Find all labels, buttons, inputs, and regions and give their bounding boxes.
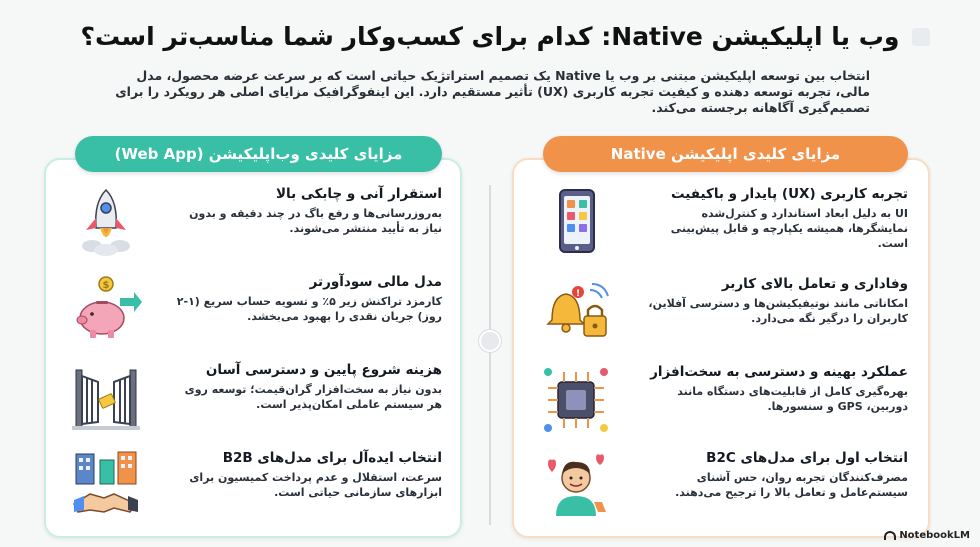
native-item-body: UI به دلیل ابعاد استاندارد و کنترل‌شده نمایشگرها، همیشه یکپارچه و قابل پیش‌بینی است. bbox=[670, 207, 908, 250]
handshake-icon bbox=[70, 450, 142, 522]
web-item-cost bbox=[70, 362, 442, 444]
web-item-b2b bbox=[70, 450, 442, 532]
native-item-title: وفاداری و تعامل بالای کاربر bbox=[721, 276, 908, 292]
native-item-body: بهره‌گیری کامل از قابلیت‌های دستگاه مانند دوربین، GPS و سنسورها. bbox=[677, 385, 908, 413]
native-item-title: انتخاب اول برای مدل‌های B2C bbox=[706, 450, 908, 466]
native-item-body: امکاناتی مانند نوتیفیکیشن‌ها و دسترسی آفلاین، کاربران را درگیر نگه می‌دارد. bbox=[648, 297, 908, 325]
intro-paragraph: انتخاب بین توسعه اپلیکیشن مبتنی بر وب یا Native یک تصمیم استراتژیک حیاتی است که بر سرعت عرضه محصول، مدل مالی، تجربه توسعه دهنده و کیفیت تجربه کاربری (UX) تأثیر مستقیم دارد. این اینفوگرافیک مزایای اصلی هر رویکرد را برای تصمیم‌گیری آگاهانه برجسته می‌کند. bbox=[115, 68, 870, 115]
logo-text: NotebookLM bbox=[899, 530, 970, 541]
web-item-body: بدون نیاز به سخت‌افزار گران‌قیمت؛ توسعه روی هر سیستم عاملی امکان‌پذیر است. bbox=[184, 383, 442, 411]
web-item-title: هزینه شروع پایین و دسترسی آسان bbox=[205, 362, 442, 378]
web-item-deploy bbox=[70, 186, 442, 268]
chip-icon bbox=[540, 364, 612, 436]
web-item-body: به‌روزرسانی‌ها و رفع باگ در چند دقیقه و بدون نیاز به تأیید منتشر می‌شوند. bbox=[189, 207, 442, 235]
page-title: وب یا اپلیکیشن Native: کدام برای کسب‌وکار شما مناسب‌تر است؟ bbox=[80, 22, 900, 51]
notebooklm-logo bbox=[884, 530, 970, 541]
svg-text:!: ! bbox=[575, 289, 581, 299]
native-item-ux bbox=[540, 186, 908, 268]
web-item-body: کارمزد تراکنش زیر ۵٪ و تسویه حساب سریع (۱-۲ روز) جریان نقدی را بهبود می‌بخشد. bbox=[176, 295, 442, 323]
native-item-b2c bbox=[540, 450, 908, 532]
corner-decoration bbox=[912, 28, 930, 46]
web-header: مزایای کلیدی وب‌اپلیکیشن (Web App) bbox=[75, 136, 442, 172]
web-item-title: مدل مالی سودآورتر bbox=[309, 274, 442, 290]
notebooklm-logo-icon bbox=[884, 531, 896, 540]
svg-text:$: $ bbox=[102, 280, 110, 291]
native-item-title: عملکرد بهینه و دسترسی به سخت‌افزار bbox=[650, 364, 908, 380]
native-item-performance bbox=[540, 364, 908, 446]
piggy-bank-icon bbox=[70, 274, 142, 346]
native-item-loyalty bbox=[540, 276, 908, 358]
native-item-body: مصرف‌کنندگان تجربه روان، حس آشنای سیستم‌عامل و تعامل بالا را ترجیح می‌دهند. bbox=[675, 471, 908, 499]
native-item-title: تجربه کاربری (UX) پایدار و باکیفیت bbox=[670, 186, 908, 202]
rocket-icon bbox=[70, 186, 142, 258]
bell-lock-icon bbox=[540, 276, 612, 348]
smartphone-icon bbox=[540, 186, 612, 258]
center-divider bbox=[489, 185, 491, 525]
native-header: مزایای کلیدی اپلیکیشن Native bbox=[543, 136, 908, 172]
web-item-finance bbox=[70, 274, 442, 356]
consumer-icon bbox=[540, 450, 612, 522]
web-item-title: استقرار آنی و چابکی بالا bbox=[275, 186, 442, 202]
web-item-title: انتخاب ایده‌آل برای مدل‌های B2B bbox=[222, 450, 442, 466]
open-gate-icon bbox=[70, 362, 142, 434]
divider-knob bbox=[479, 330, 501, 352]
web-item-body: سرعت، استقلال و عدم پرداخت کمیسیون برای ابزارهای سازمانی حیاتی است. bbox=[189, 471, 442, 499]
